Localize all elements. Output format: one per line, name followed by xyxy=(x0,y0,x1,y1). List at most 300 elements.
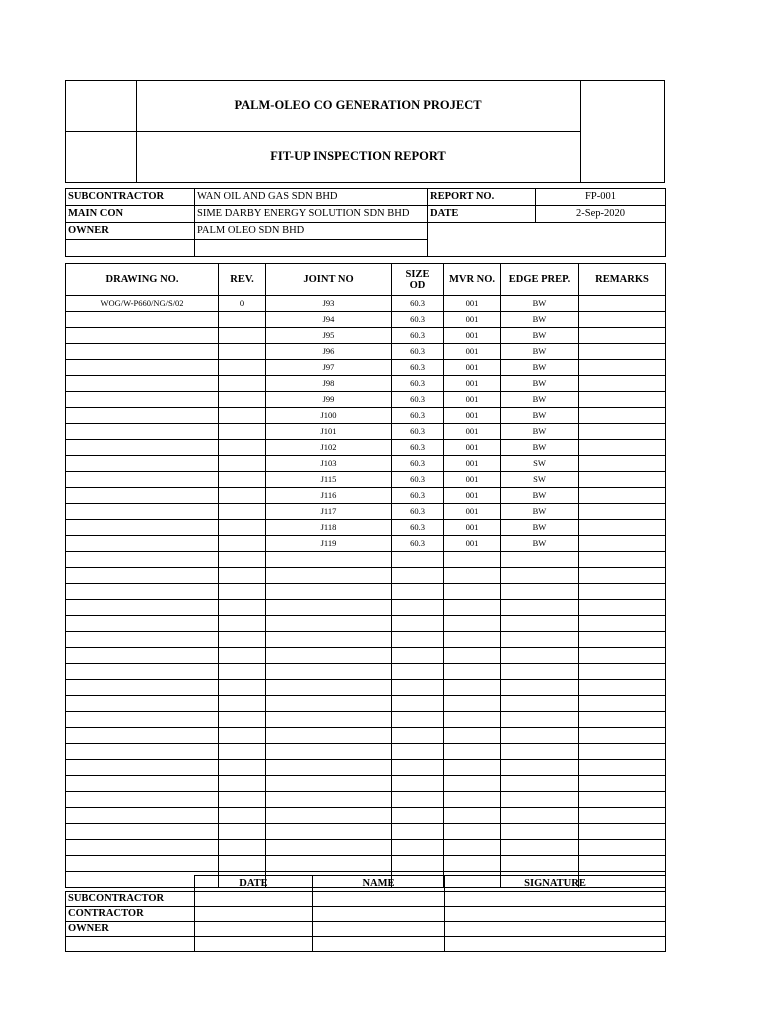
drawing-no-cell[interactable] xyxy=(66,648,219,664)
size-od-cell[interactable] xyxy=(392,760,444,776)
mvr-no-cell[interactable]: 001 xyxy=(444,472,501,488)
remarks-cell[interactable] xyxy=(579,696,666,712)
edge-prep-cell[interactable] xyxy=(501,568,579,584)
signoff-row xyxy=(66,907,666,922)
size-od-cell[interactable] xyxy=(392,632,444,648)
joint-no-cell[interactable] xyxy=(266,760,392,776)
signoff-party-label xyxy=(66,937,195,952)
joint-no-cell[interactable] xyxy=(266,824,392,840)
rev-cell[interactable] xyxy=(219,808,266,824)
joint-no-cell[interactable] xyxy=(266,568,392,584)
joint-no-cell[interactable] xyxy=(266,584,392,600)
remarks-cell[interactable] xyxy=(579,584,666,600)
joint-no-cell[interactable] xyxy=(266,744,392,760)
signoff-name-cell[interactable] xyxy=(313,907,445,922)
drawing-no-cell[interactable] xyxy=(66,584,219,600)
mvr-no-cell[interactable] xyxy=(444,728,501,744)
drawing-no-cell[interactable] xyxy=(66,664,219,680)
drawing-no-cell[interactable] xyxy=(66,856,219,872)
edge-prep-cell[interactable]: SW xyxy=(501,456,579,472)
mvr-no-cell[interactable] xyxy=(444,568,501,584)
size-od-cell[interactable]: 60.3 xyxy=(392,312,444,328)
remarks-cell[interactable] xyxy=(579,616,666,632)
rev-cell[interactable] xyxy=(219,424,266,440)
remarks-cell[interactable] xyxy=(579,792,666,808)
remarks-cell[interactable] xyxy=(579,600,666,616)
edge-prep-cell[interactable]: BW xyxy=(501,488,579,504)
table-row xyxy=(66,744,666,760)
mvr-no-cell[interactable] xyxy=(444,600,501,616)
remarks-cell[interactable] xyxy=(579,824,666,840)
edge-prep-cell[interactable]: BW xyxy=(501,520,579,536)
mvr-no-cell[interactable]: 001 xyxy=(444,344,501,360)
remarks-cell[interactable] xyxy=(579,424,666,440)
edge-prep-cell[interactable] xyxy=(501,680,579,696)
joint-no-cell[interactable] xyxy=(266,600,392,616)
drawing-no-cell[interactable] xyxy=(66,680,219,696)
drawing-no-cell[interactable] xyxy=(66,504,219,520)
mvr-no-cell[interactable] xyxy=(444,792,501,808)
drawing-no-cell[interactable] xyxy=(66,488,219,504)
mvr-no-cell[interactable] xyxy=(444,648,501,664)
rev-cell[interactable] xyxy=(219,696,266,712)
table-row xyxy=(66,568,666,584)
rev-cell[interactable] xyxy=(219,664,266,680)
joint-no-cell[interactable] xyxy=(266,552,392,568)
edge-prep-cell[interactable]: BW xyxy=(501,312,579,328)
remarks-cell[interactable] xyxy=(579,344,666,360)
joint-no-cell[interactable]: J119 xyxy=(266,536,392,552)
date-label: DATE xyxy=(428,206,536,223)
joint-no-cell[interactable]: J102 xyxy=(266,440,392,456)
drawing-no-cell[interactable] xyxy=(66,520,219,536)
info-blank-value[interactable] xyxy=(195,240,428,257)
rev-cell[interactable] xyxy=(219,648,266,664)
size-od-cell[interactable] xyxy=(392,824,444,840)
rev-cell[interactable] xyxy=(219,456,266,472)
joint-no-cell[interactable]: J97 xyxy=(266,360,392,376)
mvr-no-cell[interactable] xyxy=(444,616,501,632)
size-od-cell[interactable] xyxy=(392,616,444,632)
remarks-cell[interactable] xyxy=(579,568,666,584)
edge-prep-cell[interactable]: BW xyxy=(501,344,579,360)
remarks-cell[interactable] xyxy=(579,712,666,728)
rev-cell[interactable] xyxy=(219,824,266,840)
remarks-cell[interactable] xyxy=(579,648,666,664)
signoff-col-signature: SIGNATURE xyxy=(445,876,666,892)
report-no-label: REPORT NO. xyxy=(428,189,536,206)
mvr-no-cell[interactable] xyxy=(444,584,501,600)
drawing-no-cell[interactable] xyxy=(66,456,219,472)
remarks-cell[interactable] xyxy=(579,328,666,344)
inspection-table xyxy=(65,263,666,888)
edge-prep-cell[interactable]: BW xyxy=(501,392,579,408)
edge-prep-cell[interactable] xyxy=(501,664,579,680)
size-od-cell[interactable]: 60.3 xyxy=(392,504,444,520)
edge-prep-cell[interactable] xyxy=(501,552,579,568)
drawing-no-cell[interactable] xyxy=(66,808,219,824)
mvr-no-cell[interactable] xyxy=(444,712,501,728)
remarks-cell[interactable] xyxy=(579,472,666,488)
edge-prep-cell[interactable]: SW xyxy=(501,472,579,488)
edge-prep-cell[interactable]: BW xyxy=(501,424,579,440)
signoff-col-date: DATE xyxy=(195,876,313,892)
size-od-cell[interactable] xyxy=(392,776,444,792)
size-od-cell[interactable] xyxy=(392,680,444,696)
signoff-signature-cell[interactable] xyxy=(445,937,666,952)
subcontractor-label: SUBCONTRACTOR xyxy=(66,189,195,206)
drawing-no-cell[interactable] xyxy=(66,408,219,424)
joint-no-cell[interactable] xyxy=(266,632,392,648)
drawing-no-cell[interactable] xyxy=(66,424,219,440)
table-row xyxy=(66,360,666,376)
drawing-no-cell[interactable] xyxy=(66,728,219,744)
size-od-cell[interactable] xyxy=(392,856,444,872)
joint-no-cell[interactable] xyxy=(266,808,392,824)
mvr-no-cell[interactable]: 001 xyxy=(444,376,501,392)
signoff-date-cell[interactable] xyxy=(195,937,313,952)
rev-cell[interactable] xyxy=(219,776,266,792)
mvr-no-cell[interactable] xyxy=(444,696,501,712)
joint-no-cell[interactable] xyxy=(266,696,392,712)
edge-prep-cell[interactable] xyxy=(501,792,579,808)
joint-no-cell[interactable]: J94 xyxy=(266,312,392,328)
mvr-no-cell[interactable]: 001 xyxy=(444,360,501,376)
mvr-no-cell[interactable]: 001 xyxy=(444,488,501,504)
mvr-no-cell[interactable] xyxy=(444,760,501,776)
mvr-no-cell[interactable]: 001 xyxy=(444,312,501,328)
joint-no-cell[interactable]: J96 xyxy=(266,344,392,360)
remarks-cell[interactable] xyxy=(579,392,666,408)
drawing-no-cell[interactable] xyxy=(66,360,219,376)
signoff-signature-cell[interactable] xyxy=(445,922,666,937)
mvr-no-cell[interactable] xyxy=(444,664,501,680)
remarks-cell[interactable] xyxy=(579,520,666,536)
size-od-cell[interactable]: 60.3 xyxy=(392,296,444,312)
joint-no-cell[interactable] xyxy=(266,616,392,632)
drawing-no-cell[interactable] xyxy=(66,792,219,808)
drawing-no-cell[interactable] xyxy=(66,536,219,552)
subcontractor-value[interactable]: WAN OIL AND GAS SDN BHD xyxy=(195,189,428,206)
joint-no-cell[interactable] xyxy=(266,792,392,808)
remarks-cell[interactable] xyxy=(579,456,666,472)
edge-prep-cell[interactable] xyxy=(501,584,579,600)
mvr-no-cell[interactable] xyxy=(444,552,501,568)
size-od-cell[interactable]: 60.3 xyxy=(392,536,444,552)
drawing-no-cell[interactable] xyxy=(66,440,219,456)
drawing-no-cell[interactable] xyxy=(66,712,219,728)
mvr-no-cell[interactable]: 001 xyxy=(444,408,501,424)
rev-cell[interactable] xyxy=(219,584,266,600)
size-od-cell[interactable] xyxy=(392,808,444,824)
size-od-cell[interactable]: 60.3 xyxy=(392,520,444,536)
table-row xyxy=(66,856,666,872)
joint-no-cell[interactable] xyxy=(266,776,392,792)
drawing-no-cell[interactable] xyxy=(66,328,219,344)
remarks-cell[interactable] xyxy=(579,552,666,568)
rev-cell[interactable] xyxy=(219,392,266,408)
table-row xyxy=(66,504,666,520)
signoff-date-cell[interactable] xyxy=(195,922,313,937)
signoff-name-cell[interactable] xyxy=(313,892,445,907)
joint-no-cell[interactable]: J115 xyxy=(266,472,392,488)
signoff-col-name: NAME xyxy=(313,876,445,892)
joint-no-cell[interactable] xyxy=(266,840,392,856)
rev-cell[interactable] xyxy=(219,632,266,648)
size-od-cell[interactable] xyxy=(392,568,444,584)
col-size-od-line1: SIZE xyxy=(405,268,430,280)
joint-no-cell[interactable]: J117 xyxy=(266,504,392,520)
size-od-cell[interactable]: 60.3 xyxy=(392,376,444,392)
owner-value[interactable]: PALM OLEO SDN BHD xyxy=(195,223,428,240)
remarks-cell[interactable] xyxy=(579,296,666,312)
joint-no-cell[interactable]: J103 xyxy=(266,456,392,472)
drawing-no-cell[interactable] xyxy=(66,312,219,328)
mvr-no-cell[interactable]: 001 xyxy=(444,328,501,344)
signoff-date-cell[interactable] xyxy=(195,907,313,922)
remarks-cell[interactable] xyxy=(579,728,666,744)
main-con-value[interactable]: SIME DARBY ENERGY SOLUTION SDN BHD xyxy=(195,206,428,223)
rev-cell[interactable] xyxy=(219,344,266,360)
size-od-cell[interactable]: 60.3 xyxy=(392,408,444,424)
edge-prep-cell[interactable]: BW xyxy=(501,328,579,344)
size-od-cell[interactable] xyxy=(392,664,444,680)
drawing-no-cell[interactable] xyxy=(66,376,219,392)
joint-no-cell[interactable]: J95 xyxy=(266,328,392,344)
table-row xyxy=(66,632,666,648)
rev-cell[interactable] xyxy=(219,728,266,744)
size-od-cell[interactable] xyxy=(392,712,444,728)
signoff-table-body xyxy=(66,892,666,952)
remarks-cell[interactable] xyxy=(579,776,666,792)
remarks-cell[interactable] xyxy=(579,312,666,328)
joint-no-cell[interactable] xyxy=(266,664,392,680)
edge-prep-cell[interactable] xyxy=(501,616,579,632)
edge-prep-cell[interactable] xyxy=(501,600,579,616)
size-od-cell[interactable] xyxy=(392,552,444,568)
table-row xyxy=(66,584,666,600)
rev-cell[interactable] xyxy=(219,712,266,728)
signoff-name-cell[interactable] xyxy=(313,922,445,937)
rev-cell[interactable] xyxy=(219,536,266,552)
drawing-no-cell[interactable] xyxy=(66,344,219,360)
size-od-cell[interactable]: 60.3 xyxy=(392,360,444,376)
joint-no-cell[interactable]: J101 xyxy=(266,424,392,440)
remarks-cell[interactable] xyxy=(579,680,666,696)
drawing-no-cell[interactable] xyxy=(66,600,219,616)
joint-no-cell[interactable] xyxy=(266,856,392,872)
drawing-no-cell[interactable] xyxy=(66,472,219,488)
size-od-cell[interactable]: 60.3 xyxy=(392,344,444,360)
table-row xyxy=(66,728,666,744)
size-od-cell[interactable] xyxy=(392,696,444,712)
joint-no-cell[interactable]: J118 xyxy=(266,520,392,536)
remarks-cell[interactable] xyxy=(579,632,666,648)
remarks-cell[interactable] xyxy=(579,744,666,760)
size-od-cell[interactable]: 60.3 xyxy=(392,440,444,456)
rev-cell[interactable] xyxy=(219,568,266,584)
edge-prep-cell[interactable] xyxy=(501,824,579,840)
edge-prep-cell[interactable] xyxy=(501,712,579,728)
remarks-cell[interactable] xyxy=(579,840,666,856)
edge-prep-cell[interactable]: BW xyxy=(501,536,579,552)
mvr-no-cell[interactable]: 001 xyxy=(444,424,501,440)
joint-no-cell[interactable]: J93 xyxy=(266,296,392,312)
table-row xyxy=(66,376,666,392)
drawing-no-cell[interactable] xyxy=(66,616,219,632)
date-value[interactable]: 2-Sep-2020 xyxy=(536,206,666,223)
joint-no-cell[interactable] xyxy=(266,712,392,728)
drawing-no-cell[interactable]: WOG/W-P660/NG/S/02 xyxy=(66,296,219,312)
edge-prep-cell[interactable] xyxy=(501,760,579,776)
signoff-date-cell[interactable] xyxy=(195,892,313,907)
info-blank-cell[interactable] xyxy=(428,223,666,257)
edge-prep-cell[interactable]: BW xyxy=(501,376,579,392)
project-title: PALM-OLEO CO GENERATION PROJECT xyxy=(234,98,482,112)
mvr-no-cell[interactable]: 001 xyxy=(444,504,501,520)
remarks-cell[interactable] xyxy=(579,856,666,872)
mvr-no-cell[interactable] xyxy=(444,744,501,760)
size-od-cell[interactable]: 60.3 xyxy=(392,392,444,408)
mvr-no-cell[interactable] xyxy=(444,776,501,792)
joint-no-cell[interactable]: J116 xyxy=(266,488,392,504)
size-od-cell[interactable]: 60.3 xyxy=(392,328,444,344)
rev-cell[interactable] xyxy=(219,488,266,504)
size-od-cell[interactable] xyxy=(392,584,444,600)
rev-cell[interactable] xyxy=(219,472,266,488)
table-row xyxy=(66,648,666,664)
drawing-no-cell[interactable] xyxy=(66,568,219,584)
drawing-no-cell[interactable] xyxy=(66,840,219,856)
rev-cell[interactable] xyxy=(219,440,266,456)
edge-prep-cell[interactable] xyxy=(501,808,579,824)
drawing-no-cell[interactable] xyxy=(66,776,219,792)
rev-cell[interactable] xyxy=(219,520,266,536)
remarks-cell[interactable] xyxy=(579,664,666,680)
size-od-cell[interactable] xyxy=(392,792,444,808)
rev-cell[interactable] xyxy=(219,680,266,696)
size-od-cell[interactable] xyxy=(392,648,444,664)
mvr-no-cell[interactable] xyxy=(444,632,501,648)
mvr-no-cell[interactable] xyxy=(444,824,501,840)
edge-prep-cell[interactable] xyxy=(501,776,579,792)
remarks-cell[interactable] xyxy=(579,808,666,824)
size-od-cell[interactable]: 60.3 xyxy=(392,424,444,440)
remarks-cell[interactable] xyxy=(579,360,666,376)
mvr-no-cell[interactable]: 001 xyxy=(444,296,501,312)
rev-cell[interactable] xyxy=(219,792,266,808)
info-row-main-con xyxy=(66,206,666,223)
remarks-cell[interactable] xyxy=(579,376,666,392)
rev-cell[interactable] xyxy=(219,328,266,344)
rev-cell[interactable] xyxy=(219,744,266,760)
edge-prep-cell[interactable]: BW xyxy=(501,440,579,456)
drawing-no-cell[interactable] xyxy=(66,744,219,760)
rev-cell[interactable] xyxy=(219,504,266,520)
signoff-row xyxy=(66,892,666,907)
rev-cell[interactable] xyxy=(219,616,266,632)
report-header xyxy=(65,80,665,183)
rev-cell[interactable] xyxy=(219,408,266,424)
rev-cell[interactable] xyxy=(219,552,266,568)
joint-no-cell[interactable] xyxy=(266,728,392,744)
table-row xyxy=(66,664,666,680)
edge-prep-cell[interactable] xyxy=(501,632,579,648)
edge-prep-cell[interactable]: BW xyxy=(501,408,579,424)
drawing-no-cell[interactable] xyxy=(66,824,219,840)
edge-prep-cell[interactable] xyxy=(501,840,579,856)
edge-prep-cell[interactable] xyxy=(501,728,579,744)
drawing-no-cell[interactable] xyxy=(66,696,219,712)
rev-cell[interactable] xyxy=(219,376,266,392)
mvr-no-cell[interactable]: 001 xyxy=(444,536,501,552)
edge-prep-cell[interactable] xyxy=(501,648,579,664)
size-od-cell[interactable]: 60.3 xyxy=(392,456,444,472)
joint-no-cell[interactable]: J98 xyxy=(266,376,392,392)
remarks-cell[interactable] xyxy=(579,504,666,520)
mvr-no-cell[interactable] xyxy=(444,680,501,696)
drawing-no-cell[interactable] xyxy=(66,552,219,568)
edge-prep-cell[interactable] xyxy=(501,744,579,760)
mvr-no-cell[interactable]: 001 xyxy=(444,392,501,408)
rev-cell[interactable]: 0 xyxy=(219,296,266,312)
rev-cell[interactable] xyxy=(219,360,266,376)
rev-cell[interactable] xyxy=(219,840,266,856)
remarks-cell[interactable] xyxy=(579,536,666,552)
size-od-cell[interactable] xyxy=(392,840,444,856)
size-od-cell[interactable] xyxy=(392,600,444,616)
drawing-no-cell[interactable] xyxy=(66,632,219,648)
signoff-signature-cell[interactable] xyxy=(445,907,666,922)
mvr-no-cell[interactable]: 001 xyxy=(444,440,501,456)
size-od-cell[interactable] xyxy=(392,728,444,744)
edge-prep-cell[interactable]: BW xyxy=(501,360,579,376)
remarks-cell[interactable] xyxy=(579,760,666,776)
remarks-cell[interactable] xyxy=(579,488,666,504)
joint-no-cell[interactable]: J99 xyxy=(266,392,392,408)
signoff-signature-cell[interactable] xyxy=(445,892,666,907)
mvr-no-cell[interactable] xyxy=(444,856,501,872)
edge-prep-cell[interactable] xyxy=(501,856,579,872)
drawing-no-cell[interactable] xyxy=(66,392,219,408)
size-od-cell[interactable]: 60.3 xyxy=(392,488,444,504)
rev-cell[interactable] xyxy=(219,600,266,616)
rev-cell[interactable] xyxy=(219,312,266,328)
remarks-cell[interactable] xyxy=(579,440,666,456)
edge-prep-cell[interactable] xyxy=(501,696,579,712)
edge-prep-cell[interactable]: BW xyxy=(501,296,579,312)
report-no-value[interactable]: FP-001 xyxy=(536,189,666,206)
drawing-no-cell[interactable] xyxy=(66,760,219,776)
col-rev: REV. xyxy=(219,264,266,296)
size-od-cell[interactable] xyxy=(392,744,444,760)
info-blank-label[interactable] xyxy=(66,240,195,257)
mvr-no-cell[interactable] xyxy=(444,808,501,824)
remarks-cell[interactable] xyxy=(579,408,666,424)
rev-cell[interactable] xyxy=(219,760,266,776)
mvr-no-cell[interactable] xyxy=(444,840,501,856)
edge-prep-cell[interactable]: BW xyxy=(501,504,579,520)
joint-no-cell[interactable] xyxy=(266,680,392,696)
mvr-no-cell[interactable]: 001 xyxy=(444,456,501,472)
mvr-no-cell[interactable]: 001 xyxy=(444,520,501,536)
rev-cell[interactable] xyxy=(219,856,266,872)
signoff-name-cell[interactable] xyxy=(313,937,445,952)
joint-no-cell[interactable]: J100 xyxy=(266,408,392,424)
size-od-cell[interactable]: 60.3 xyxy=(392,472,444,488)
joint-no-cell[interactable] xyxy=(266,648,392,664)
signoff-corner xyxy=(66,876,195,892)
